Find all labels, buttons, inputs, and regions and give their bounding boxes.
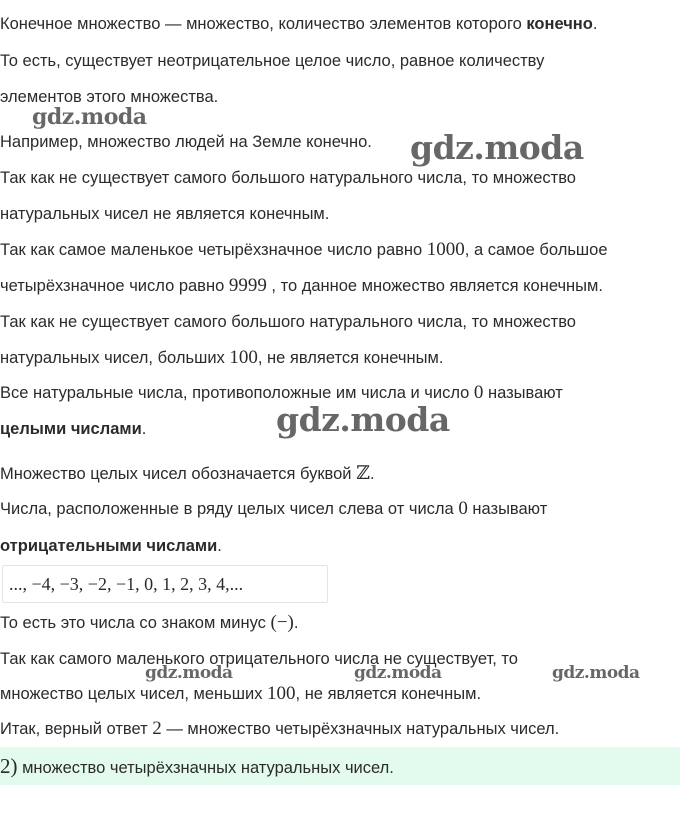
text: Множество целых чисел обозначается буквой [0,465,357,483]
text: . [141,420,147,438]
text: Так как не существует самого большого натурального числа, то множество [0,313,576,331]
text: , а самое большое [464,241,608,259]
watermark: gdz.moda [410,128,584,167]
text: натуральных чисел не является конечным. [0,205,330,223]
text: четырёхзначное число равно [0,277,229,295]
text: называют [483,384,563,402]
paragraph-line [0,347,443,369]
math-number: 0 [473,382,484,403]
watermark: gdz.moda [354,663,442,683]
bold-term: целыми числами [0,420,142,438]
answer-text: множество четырёхзначных натуральных чисел. [17,759,394,777]
paragraph-line [0,131,372,153]
watermark: gdz.moda [145,663,233,683]
math-symbol: ℤ [356,463,370,484]
text: Числа, расположенные в ряду целых чисел слева от числа [0,500,459,518]
text: — множество четырёхзначных натуральных чисел. [161,720,560,738]
text: То есть, существует неотрицательное целое число, равное количеству [0,52,545,70]
text: , то данное множество является конечным. [266,277,603,295]
math-number: 2 [152,718,162,739]
bold-term: отрицательными числами [0,537,218,555]
math-number: 100 [267,683,296,704]
text: . [592,15,598,33]
paragraph-line [0,239,608,261]
text: Все натуральные числа, противоположные им числа и число [0,384,474,402]
paragraph-line [0,275,603,297]
text: Итак, верный ответ [0,720,153,738]
paragraph-line [0,718,559,740]
text: элементов этого множества. [0,88,219,106]
text: Так как самого маленького отрицательного числа не существует, то [0,650,518,668]
paragraph-line [0,535,222,557]
math-number: 0 [458,498,468,519]
text: Так как самое маленькое четырёхзначное число равно [0,241,427,259]
paragraph-line [0,418,146,440]
paragraph-line [0,463,375,485]
paragraph-line [0,13,597,35]
paragraph-line [0,50,544,72]
text: Например, множество людей на Земле конечно. [0,133,372,151]
text: множество целых чисел, меньших [0,685,268,703]
answer-number: 2) [0,754,18,778]
text: То есть это числа со знаком минус [0,614,271,632]
math-number: 1000 [426,239,465,260]
text: Конечное множество — множество, количество элементов которого [0,15,527,33]
answer-box [0,747,680,785]
text: , не является конечным. [295,685,482,703]
text: . [217,537,222,555]
paragraph-line [0,311,576,333]
bold-term: конечно [526,15,593,33]
watermark: gdz.moda [552,663,640,683]
watermark: gdz.moda [276,400,450,439]
text: , не является конечным. [257,349,444,367]
paragraph-line [0,203,329,225]
paragraph-line [0,683,481,705]
watermark: gdz.moda [32,104,147,130]
math-symbol: (−) [270,612,294,633]
math-number: 9999 [228,275,267,296]
text: называют [467,500,548,518]
text: . [293,614,299,632]
integer-sequence: ..., −4, −3, −2, −1, 0, 1, 2, 3, 4,... [2,565,328,603]
text: натуральных чисел, больших [0,349,230,367]
paragraph-line [0,498,547,520]
paragraph-line [0,612,298,634]
math-number: 100 [229,347,258,368]
text: Так как не существует самого большого натурального числа, то множество [0,169,576,187]
text: . [369,465,375,483]
paragraph-line [0,167,576,189]
